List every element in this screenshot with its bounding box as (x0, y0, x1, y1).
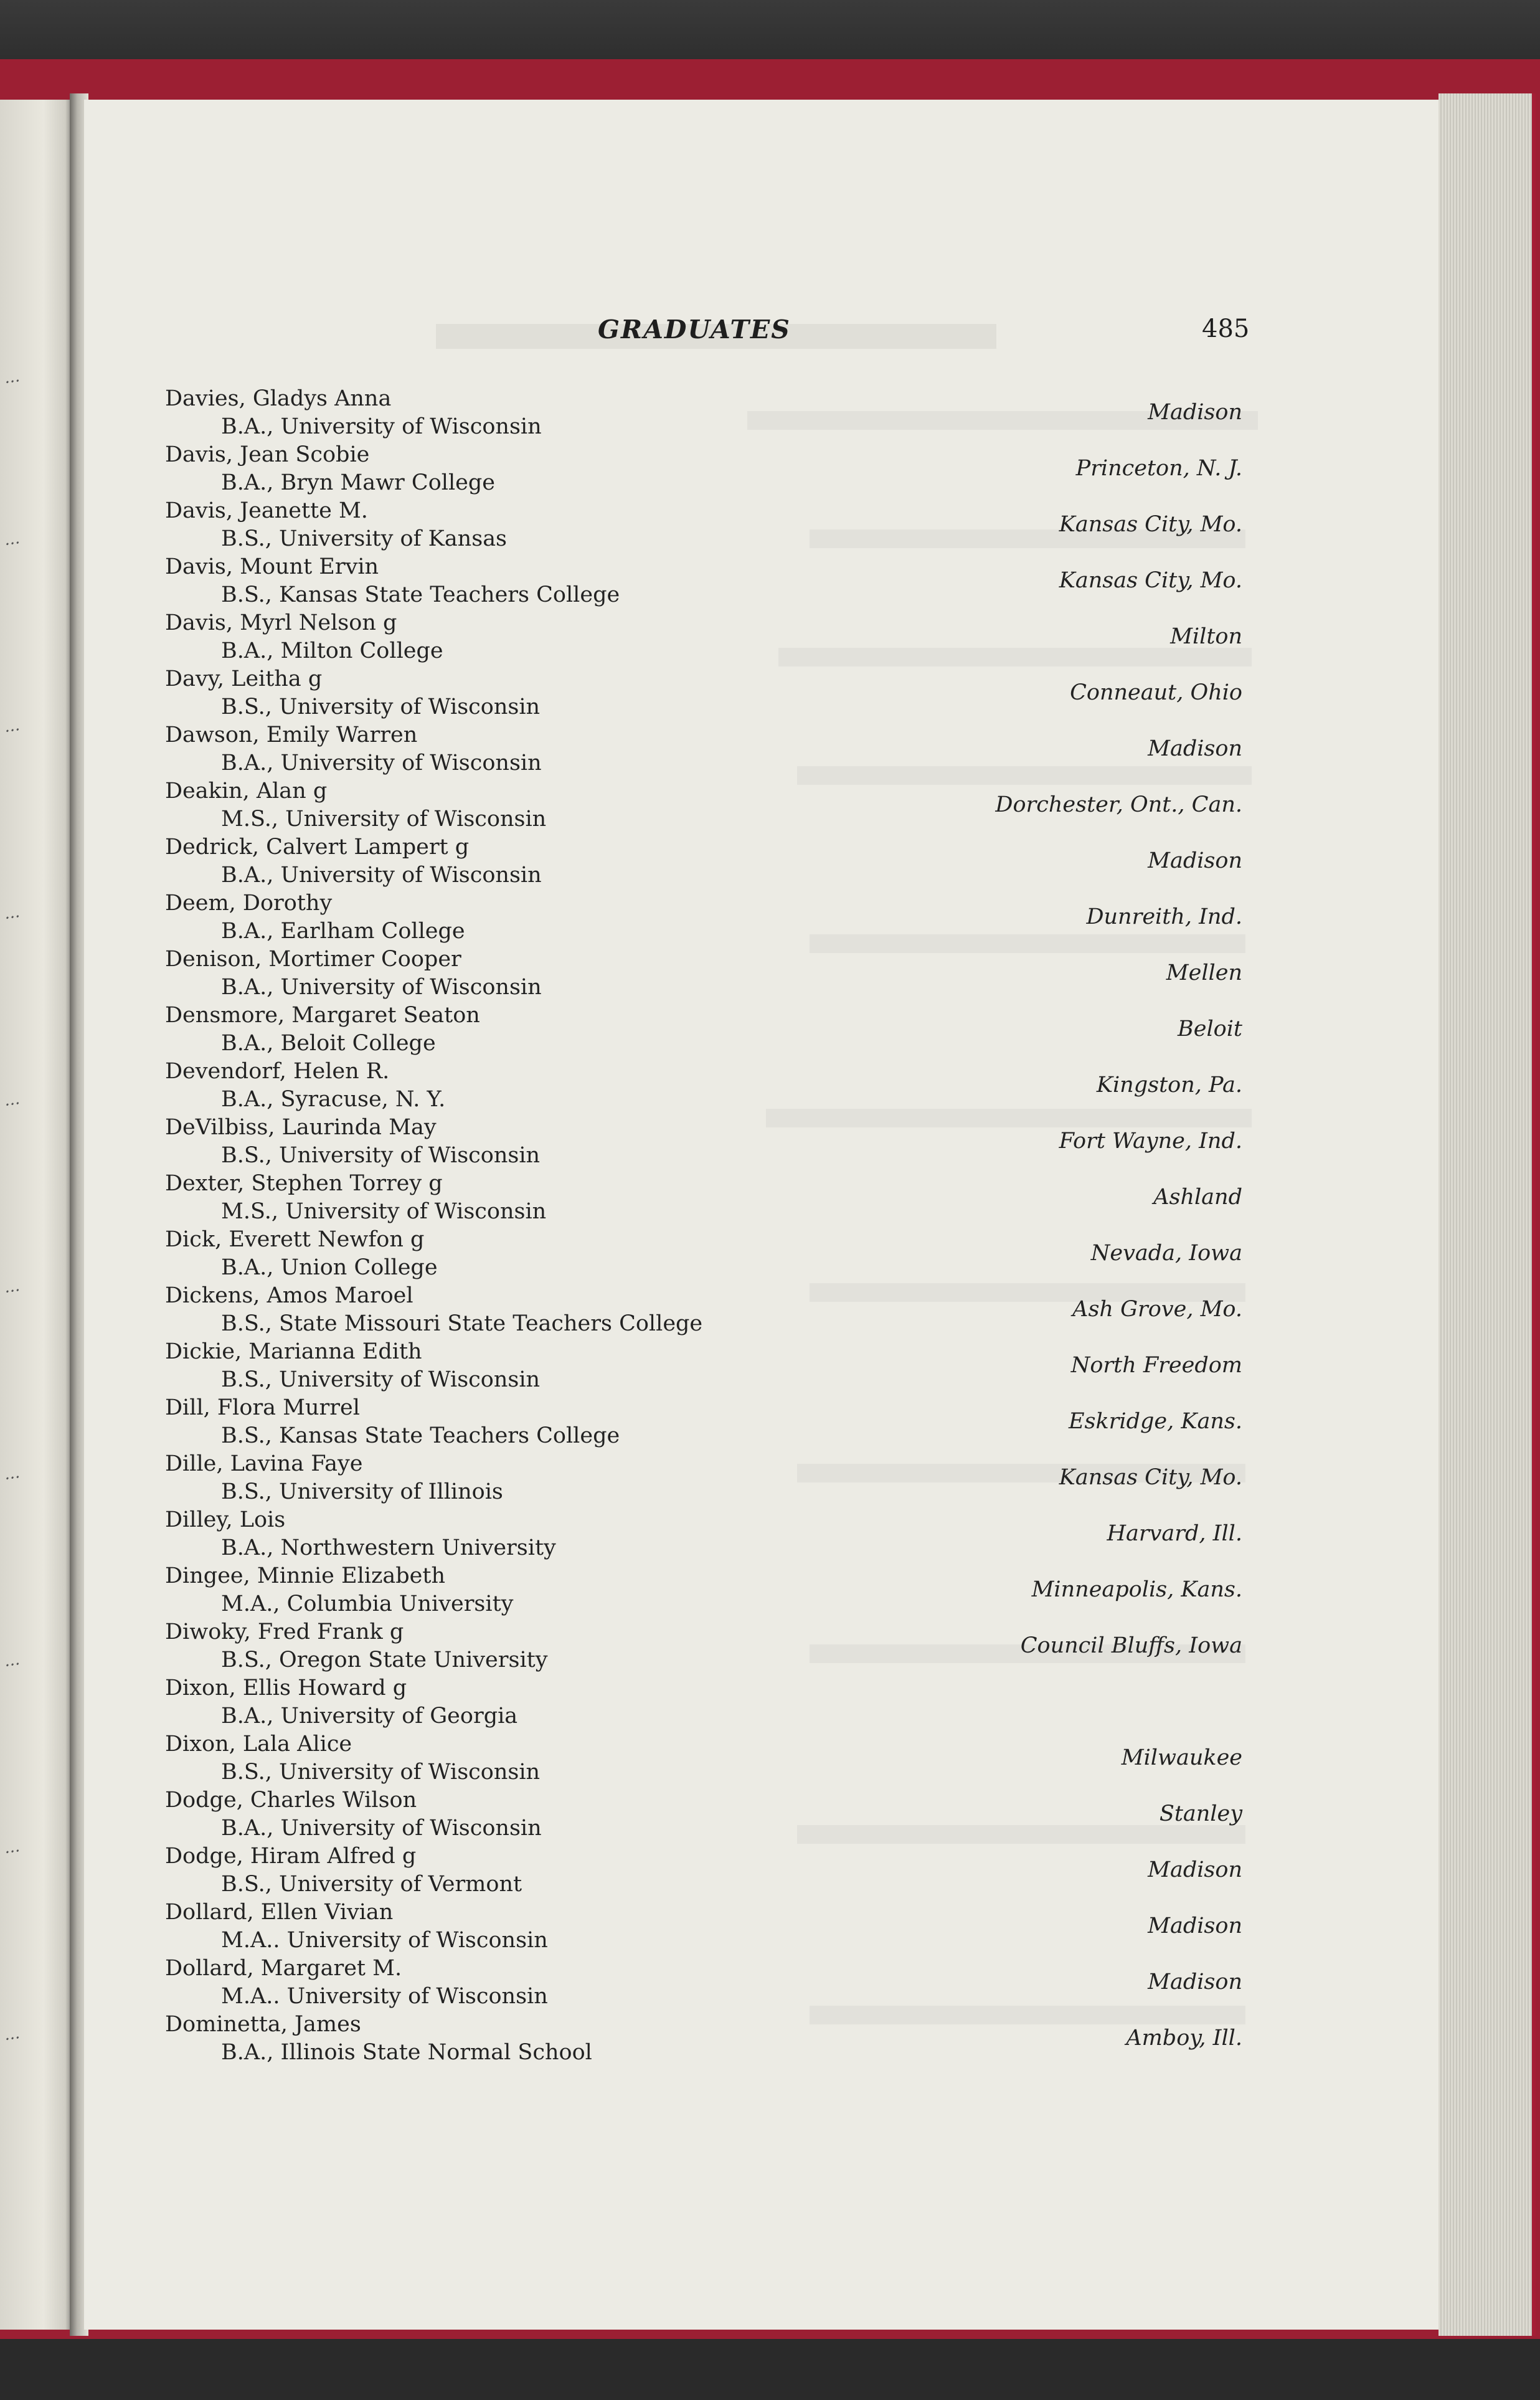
graduate-name: Dexter, Stephen Torrey g (165, 1171, 443, 1196)
list-item (165, 1674, 1242, 1730)
graduate-location: Ashland (1153, 1185, 1242, 1210)
list-item (165, 1170, 1242, 1226)
graduate-location: Kansas City, Mo. (1059, 568, 1242, 593)
graduate-location: Council Bluffs, Iowa (1020, 1633, 1242, 1658)
graduate-degree: B.S., University of Kansas (221, 526, 508, 551)
graduate-name: Diwoky, Fred Frank g (165, 1620, 404, 1644)
graduate-location: North Freedom (1070, 1353, 1242, 1378)
graduate-name: DeVilbiss, Laurinda May (165, 1115, 437, 1140)
page-stack-edge (1438, 93, 1536, 2336)
graduate-name: Dodge, Charles Wilson (165, 1788, 417, 1813)
graduate-location: Madison (1148, 1914, 1242, 1938)
graduate-list (165, 385, 1242, 2067)
list-item (165, 609, 1242, 665)
graduate-name: Davis, Jeanette M. (165, 498, 368, 523)
list-item (165, 1843, 1242, 1899)
graduate-name: Densmore, Margaret Seaton (165, 1003, 480, 1028)
graduate-location: Mellen (1166, 960, 1242, 985)
list-item (165, 553, 1242, 609)
graduate-location: Princeton, N. J. (1075, 456, 1242, 481)
graduate-degree: B.A., University of Georgia (221, 1704, 518, 1729)
graduate-degree: B.S., University of Illinois (221, 1479, 503, 1504)
graduate-name: Davies, Gladys Anna (165, 386, 392, 411)
graduate-name: Dedrick, Calvert Lampert g (165, 835, 470, 860)
graduate-location: Fort Wayne, Ind. (1059, 1129, 1242, 1154)
list-item (165, 1450, 1242, 1506)
graduate-name: Dodge, Hiram Alfred g (165, 1844, 417, 1869)
graduate-location: Madison (1148, 400, 1242, 425)
graduate-name: Devendorf, Helen R. (165, 1059, 390, 1084)
graduate-name: Davis, Mount Ervin (165, 554, 379, 579)
graduate-degree: M.A., Columbia University (221, 1591, 514, 1616)
list-item (165, 1002, 1242, 1058)
list-item (165, 2011, 1242, 2067)
graduate-location: Kansas City, Mo. (1059, 1465, 1242, 1490)
graduate-location: Dorchester, Ont., Can. (995, 792, 1242, 817)
list-item (165, 777, 1242, 833)
graduate-location: Nevada, Iowa (1090, 1241, 1242, 1266)
graduate-degree: B.A., Earlham College (221, 919, 465, 944)
list-item (165, 1899, 1242, 1955)
graduate-name: Dawson, Emily Warren (165, 723, 418, 747)
list-item (165, 1786, 1242, 1843)
adjacent-page: ··· ··· ··· ··· ··· ··· ··· ··· ··· ··· (0, 100, 72, 2330)
graduate-name: Deakin, Alan g (165, 779, 328, 804)
list-item (165, 1226, 1242, 1282)
graduate-degree: B.A., University of Wisconsin (221, 975, 542, 1000)
list-item (165, 721, 1242, 777)
graduate-location: Eskridge, Kans. (1068, 1409, 1242, 1434)
graduate-location: Kingston, Pa. (1096, 1073, 1242, 1098)
list-item (165, 1282, 1242, 1338)
graduate-degree: B.S., Oregon State University (221, 1648, 548, 1672)
graduate-degree: B.A., Beloit College (221, 1031, 436, 1056)
list-item (165, 497, 1242, 553)
graduate-location: Madison (1148, 1857, 1242, 1882)
graduate-degree: M.S., University of Wisconsin (221, 807, 547, 832)
graduate-location: Conneaut, Ohio (1070, 680, 1242, 705)
list-item (165, 1618, 1242, 1674)
list-item (165, 1114, 1242, 1170)
graduate-location: Amboy, Ill. (1126, 2026, 1242, 2051)
graduate-location: Stanley (1159, 1801, 1242, 1826)
graduate-name: Davis, Jean Scobie (165, 442, 370, 467)
page-title: GRADUATES (598, 315, 791, 344)
graduate-location: Milton (1170, 624, 1242, 649)
graduate-degree: B.S., Kansas State Teachers College (221, 1423, 620, 1448)
list-item (165, 1955, 1242, 2011)
graduate-degree: B.A., Illinois State Normal School (221, 2040, 592, 2065)
graduate-name: Dickie, Marianna Edith (165, 1339, 422, 1364)
graduate-name: Deem, Dorothy (165, 891, 333, 916)
graduate-name: Denison, Mortimer Cooper (165, 947, 461, 972)
graduate-degree: B.S., University of Wisconsin (221, 695, 541, 719)
graduate-name: Dick, Everett Newfon g (165, 1227, 425, 1252)
graduate-degree: M.S., University of Wisconsin (221, 1199, 547, 1224)
graduate-degree: B.A., University of Wisconsin (221, 751, 542, 775)
graduate-name: Dominetta, James (165, 2012, 361, 2037)
graduate-location: Madison (1148, 848, 1242, 873)
graduate-name: Davis, Myrl Nelson g (165, 610, 397, 635)
graduate-location: Kansas City, Mo. (1059, 512, 1242, 537)
graduate-location: Madison (1148, 736, 1242, 761)
graduate-degree: B.A., University of Wisconsin (221, 863, 542, 888)
graduate-degree: B.S., University of Wisconsin (221, 1367, 541, 1392)
graduate-name: Dickens, Amos Maroel (165, 1283, 413, 1308)
list-item (165, 441, 1242, 497)
graduate-location: Madison (1148, 1970, 1242, 1994)
graduate-degree: B.S., University of Wisconsin (221, 1143, 541, 1168)
list-item (165, 1058, 1242, 1114)
graduate-degree: B.S., Kansas State Teachers College (221, 582, 620, 607)
graduate-degree: B.A., Bryn Mawr College (221, 470, 495, 495)
graduate-name: Dill, Flora Murrel (165, 1395, 360, 1420)
graduate-name: Dilley, Lois (165, 1507, 286, 1532)
graduate-location: Harvard, Ill. (1107, 1521, 1242, 1546)
graduate-name: Dixon, Ellis Howard g (165, 1676, 407, 1700)
graduate-location: Beloit (1178, 1017, 1242, 1041)
graduate-name: Dille, Lavina Faye (165, 1451, 363, 1476)
graduate-degree: B.S., University of Vermont (221, 1872, 522, 1897)
graduate-degree: B.A., Union College (221, 1255, 438, 1280)
graduate-degree: B.A., University of Wisconsin (221, 1816, 542, 1841)
graduate-name: Davy, Leitha g (165, 666, 323, 691)
list-item (165, 665, 1242, 721)
list-item (165, 1562, 1242, 1618)
list-item (165, 946, 1242, 1002)
list-item (165, 1338, 1242, 1394)
graduate-name: Dollard, Ellen Vivian (165, 1900, 394, 1925)
graduate-location: Ash Grove, Mo. (1072, 1297, 1242, 1322)
graduate-location: Milwaukee (1121, 1745, 1242, 1770)
list-item (165, 1730, 1242, 1786)
list-item (165, 889, 1242, 946)
graduate-location: Minneapolis, Kans. (1031, 1577, 1242, 1602)
graduate-name: Dingee, Minnie Elizabeth (165, 1563, 445, 1588)
list-item (165, 1394, 1242, 1450)
graduate-degree: B.S., University of Wisconsin (221, 1760, 541, 1785)
graduate-degree: B.A., Northwestern University (221, 1535, 556, 1560)
graduate-degree: M.A.. University of Wisconsin (221, 1928, 548, 1953)
graduate-degree: B.S., State Missouri State Teachers College (221, 1311, 703, 1336)
list-item (165, 833, 1242, 889)
graduate-degree: M.A.. University of Wisconsin (221, 1984, 548, 2009)
list-item (165, 385, 1242, 441)
graduate-degree: B.A., University of Wisconsin (221, 414, 542, 439)
graduate-location: Dunreith, Ind. (1086, 904, 1242, 929)
graduate-degree: B.A., Syracuse, N. Y. (221, 1087, 446, 1112)
list-item (165, 1506, 1242, 1562)
page-number: 485 (1202, 315, 1250, 343)
graduate-name: Dollard, Margaret M. (165, 1956, 402, 1981)
graduate-name: Dixon, Lala Alice (165, 1732, 352, 1757)
graduate-degree: B.A., Milton College (221, 638, 443, 663)
